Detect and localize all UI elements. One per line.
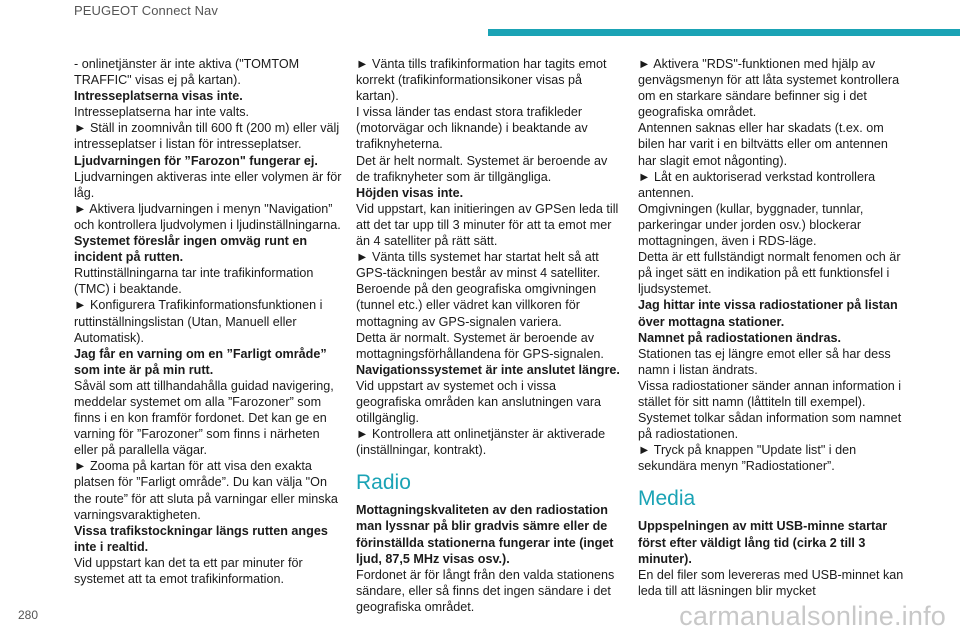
paragraph: Antennen saknas eller har skadats (t.ex. om bilen har varit i en biltvätts eller om antennen har slagit emot någonting).: [638, 121, 888, 168]
text-column-2: [356, 56, 624, 615]
paragraph: Det är helt normalt. Systemet är beroende av de trafiknyheter som är tillgängliga.: [356, 153, 608, 184]
paragraph: Vid uppstart kan det ta ett par minuter för systemet att ta emot trafikinformation.: [74, 555, 303, 586]
question-heading: Namnet på radiostationen ändras.: [638, 330, 841, 345]
question-heading: Jag hittar inte vissa radiostationer på listan över mottagna stationer.: [638, 298, 898, 329]
paragraph: Detta är ett fullständigt normalt fenomen och är på inget sätt en indikation på ett funktionsfel i ljudsystemet.: [638, 250, 901, 297]
paragraph: Intresseplatserna har inte valts.: [74, 105, 250, 120]
paragraph: ► Vänta tills systemet har startat helt så att GPS-täckningen består av minst 4 satelliter.: [356, 250, 601, 281]
paragraph: En del filer som levereras med USB-minnet kan leda till att läsningen blir mycket: [638, 567, 904, 598]
paragraph: ► Ställ in zoomnivån till 600 ft (200 m) eller välj intresseplatser i listan för intresseplatser.: [74, 121, 340, 152]
paragraph: ► Aktivera ljudvarningen i menyn "Navigation” och kontrollera ljudvolymen i ljudinställningarna.: [74, 201, 341, 232]
paragraph: Vid uppstart, kan initieringen av GPSen leda till att det tar upp till 3 minuter för att ta emot mer än 4 satelliter på rätt sätt.: [356, 201, 619, 249]
page-number: 280: [18, 608, 39, 622]
header-accent-bar: [488, 29, 960, 36]
paragraph: - onlinetjänster är inte aktiva ("TOMTOM TRAFFIC" visas ej på kartan).: [74, 57, 300, 88]
paragraph: Omgivningen (kullar, byggnader, tunnlar, parkeringar under jorden osv.) blockerar mottagningen, även i RDS-läge.: [638, 201, 864, 249]
question-heading: Uppspelningen av mitt USB-minne startar först efter väldigt lång tid (cirka 2 till 3 minuter).: [638, 519, 888, 566]
question-heading: Jag får en varning om en ”Farligt område” som inte är på min rutt.: [74, 346, 327, 377]
question-heading: Ljudvarningen för ”Farozon" fungerar ej.: [74, 153, 318, 168]
question-heading: Systemet föreslår ingen omväg runt en incident på rutten.: [74, 234, 308, 265]
paragraph: Systemet tolkar sådan information som namnet på radiostationen.: [638, 411, 902, 442]
text-column-3: [638, 56, 906, 599]
paragraph: ► Kontrollera att onlinetjänster är aktiverade (inställningar, kontrakt).: [356, 427, 606, 458]
question-heading: Intresseplatserna visas inte.: [74, 89, 243, 104]
section-heading: Radio: [356, 471, 411, 495]
header-title: PEUGEOT Connect Nav: [74, 3, 218, 18]
paragraph: Vissa radiostationer sänder annan information i stället för sitt namn (låttiteln till exempel).: [638, 378, 901, 409]
paragraph: Vid uppstart av systemet och i vissa geografiska områden kan anslutningen vara otillgänglig.: [356, 378, 602, 426]
paragraph: ► Konfigurera Trafikinformationsfunktionen i ruttinställningslistan (Utan, Manuell eller Automatisk).: [74, 298, 323, 345]
question-heading: Mottagningskvaliteten av den radiostation man lyssnar på blir gradvis sämre eller de förinställda stationerna fungerar inte (inget ljud, 87,5 MHz visas osv.).: [356, 503, 614, 566]
question-heading: Navigationssystemet är inte anslutet längre.: [356, 362, 620, 377]
paragraph: ► Vänta tills trafikinformation har tagits emot korrekt (trafikinformationsikoner visas på kartan).: [356, 57, 607, 104]
question-heading: Höjden visas inte.: [356, 185, 464, 200]
paragraph: ► Zooma på kartan för att visa den exakta platsen för ”Farligt område”. Du kan välja "On the route” för att sluta på varningar eller minska varningsvaraktigheten.: [74, 459, 338, 522]
paragraph: I vissa länder tas endast stora trafikleder (motorvägar och liknande) i beaktande av trafiknyheterna.: [356, 105, 588, 152]
paragraph: Fordonet är för långt från den valda stationens sändare, eller så finns det ingen sändare i det geografiska området.: [356, 567, 615, 614]
text-column-1: [74, 56, 342, 587]
paragraph: Stationen tas ej längre emot eller så har dess namn i listan ändrats.: [638, 346, 891, 377]
paragraph: ► Låt en auktoriserad verkstad kontrollera antennen.: [638, 169, 876, 200]
watermark: carmanualsonline.info: [679, 601, 946, 631]
paragraph: Såväl som att tillhandahålla guidad navigering, meddelar systemet om alla ”Farozoner” som finns i en kon framför fordonet. Det kan ge en varning för ”Farozoner” som finns i närheten eller på parallella vägar.: [74, 378, 334, 458]
paragraph: ► Tryck på knappen "Update list" i den sekundära menyn ”Radiostationer”.: [638, 443, 857, 474]
paragraph: Ruttinställningarna tar inte trafikinformation (TMC) i beaktande.: [74, 266, 314, 297]
paragraph: Ljudvarningen aktiveras inte eller volymen är för låg.: [74, 169, 342, 200]
section-heading: Media: [638, 487, 696, 511]
paragraph: ► Aktivera "RDS"-funktionen med hjälp av genvägsmenyn för att låta systemet kontrollera om en starkare sändare befinner sig i det geografiska området.: [638, 57, 900, 120]
paragraph: Detta är normalt. Systemet är beroende av mottagningsförhållandena för GPS-signalen.: [356, 330, 604, 361]
question-heading: Vissa trafikstockningar längs rutten anges inte i realtid.: [74, 523, 328, 554]
paragraph: Beroende på den geografiska omgivningen (tunnel etc.) eller vädret kan villkoren för mottagning av GPS-signalen variera.: [356, 282, 597, 329]
